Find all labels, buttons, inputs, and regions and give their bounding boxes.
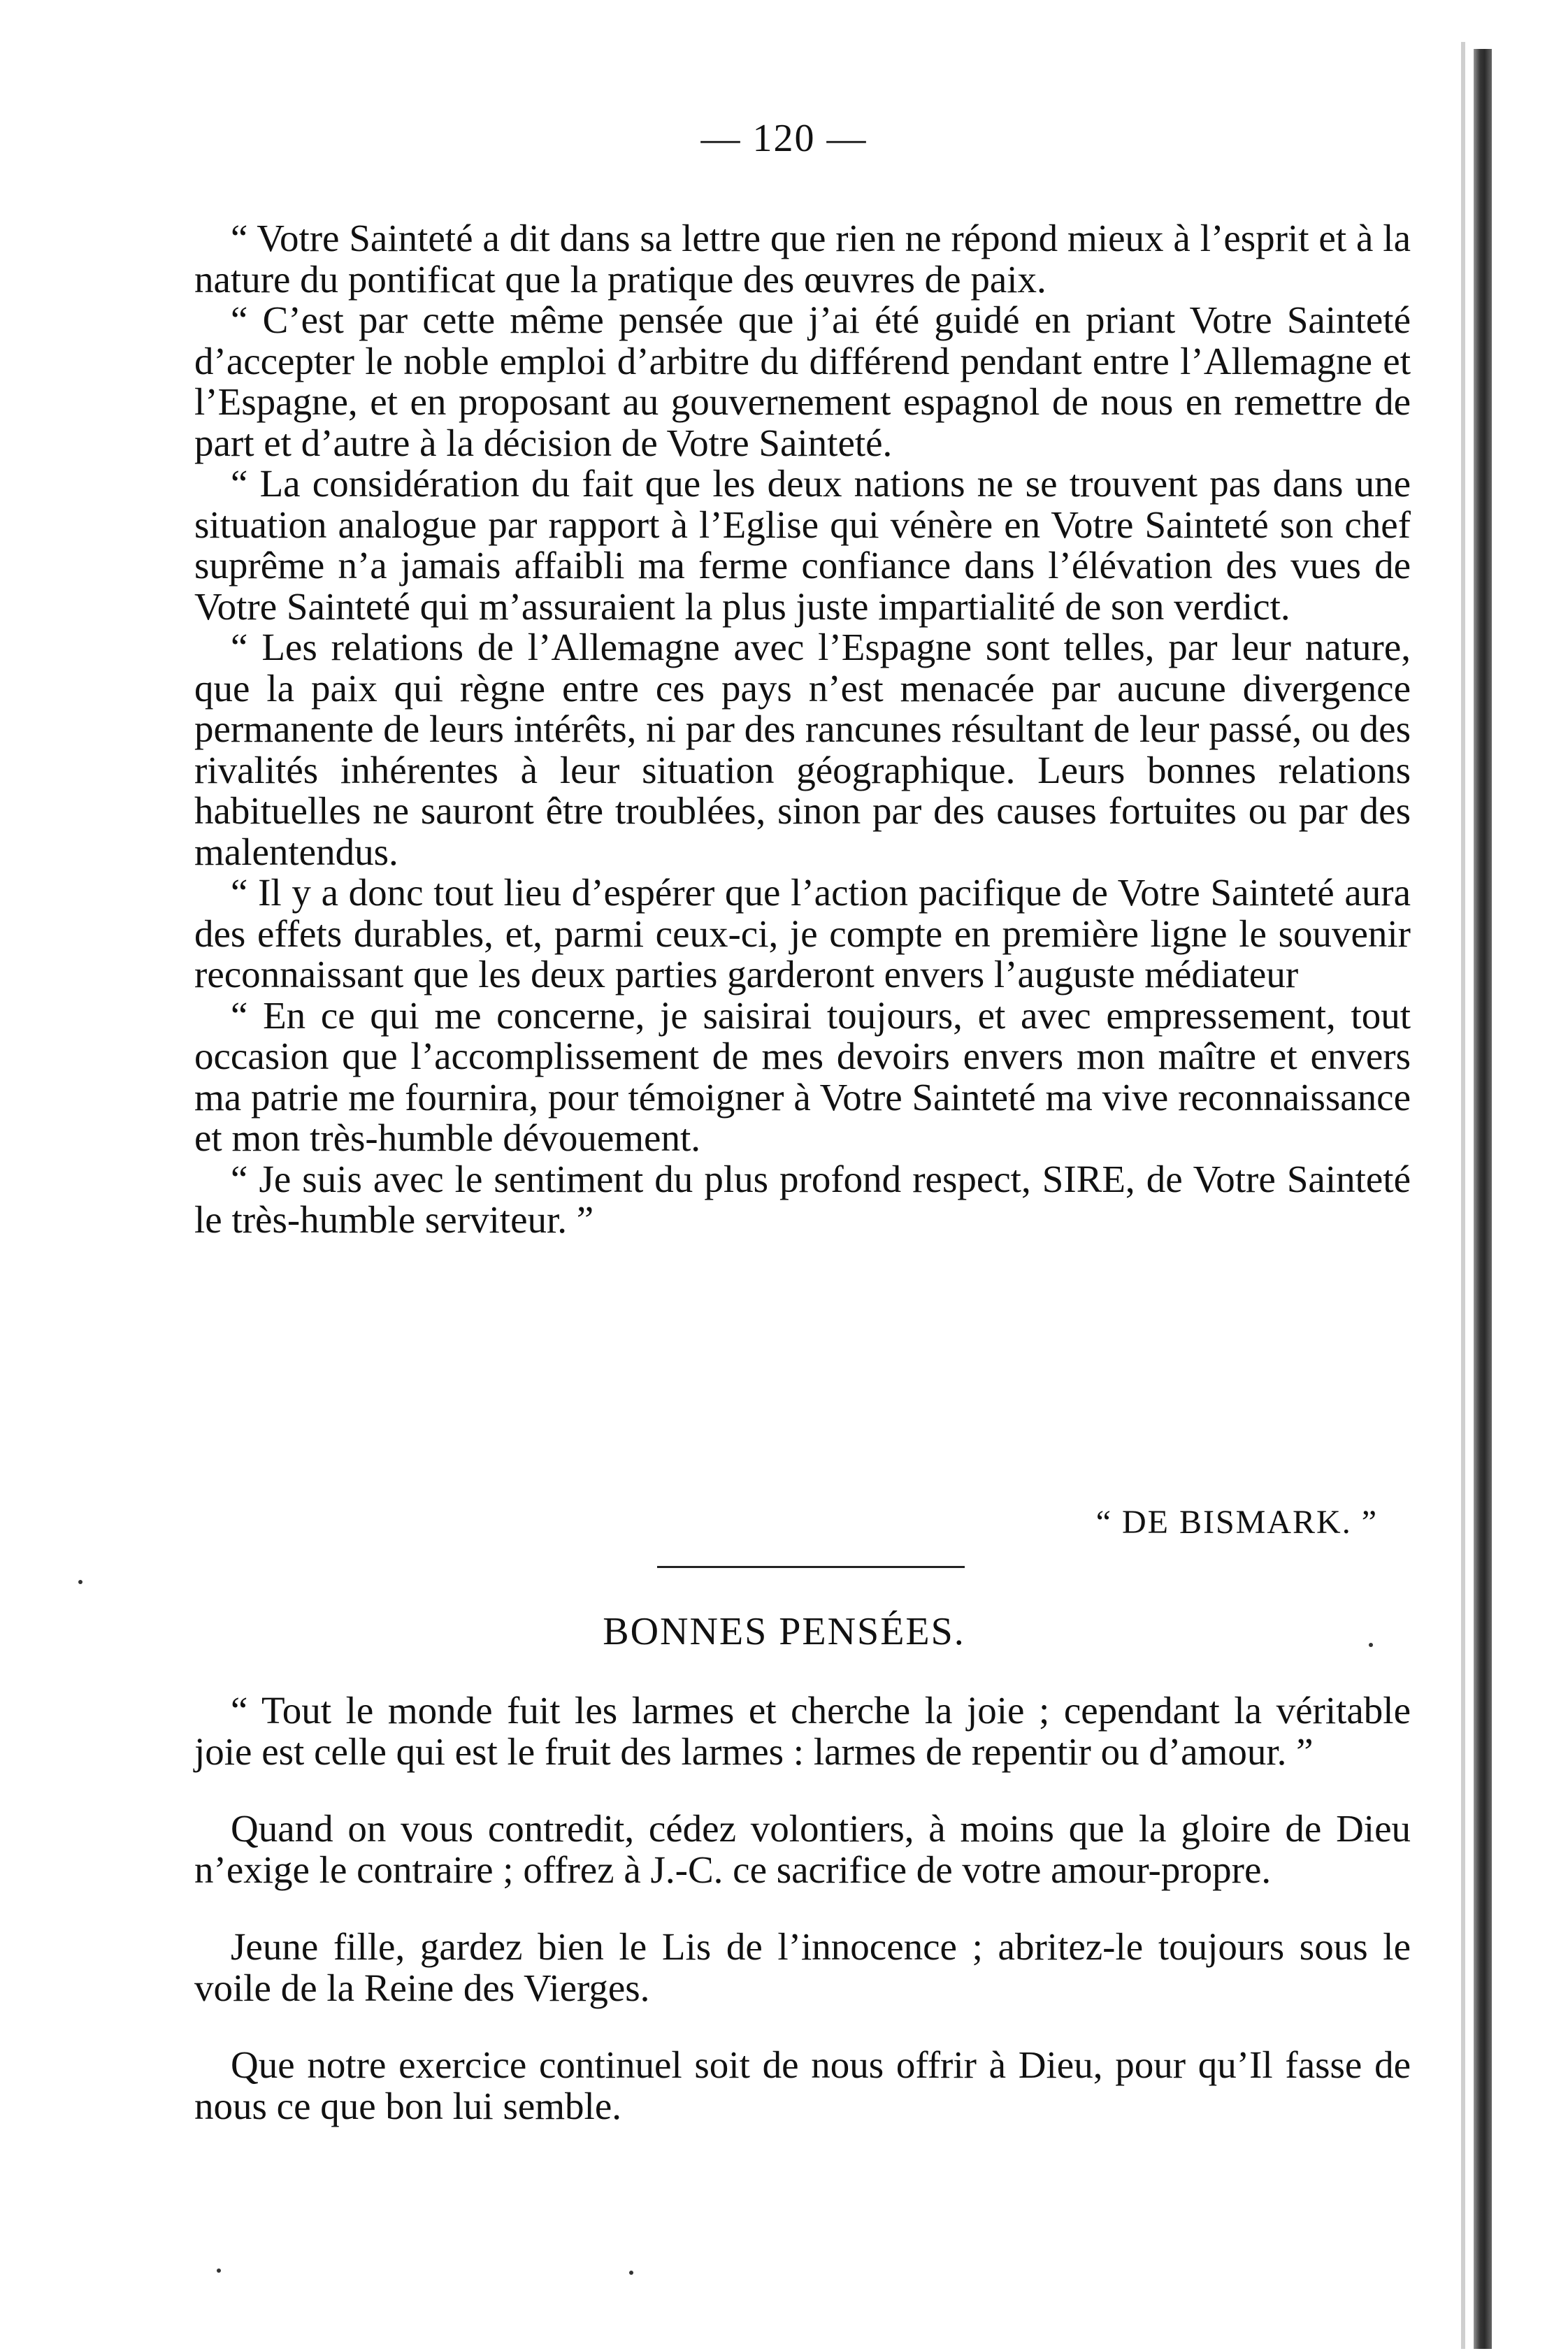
letter-paragraph: “ Je suis avec le sentiment du plus profond respect, SIRE, de Votre Sainteté le très-humble serviteur. ” — [194, 1157, 1411, 1241]
letter-body — [194, 218, 1411, 1241]
thought-paragraph: Jeune fille, gardez bien le Lis de l’innocence ; abritez-le toujours sous le voile de la Reine des Vierges. — [194, 1925, 1411, 2009]
letter-paragraph: “ C’est par cette même pensée que j’ai été guidé en priant Votre Sainteté d’accepter le noble emploi d’arbitre du différend pendant entre l’Allemagne et l’Espagne, et en proposant au gouvernement espagnol de nous en remettre de part et d’autre à la décision de Votre Sainteté. — [194, 299, 1411, 464]
section-divider — [657, 1566, 965, 1568]
letter-paragraph: “ Il y a donc tout lieu d’espérer que l’action pacifique de Votre Sainteté aura des effets durables, et, parmi ceux-ci, je compte en première ligne le souvenir reconnaissant que les deux parties garderont envers l’auguste médiateur — [194, 871, 1411, 995]
letter-paragraph: “ Les relations de l’Allemagne avec l’Espagne sont telles, par leur nature, que la paix qui règne entre ces pays n’est menacée par aucune divergence permanente de leurs intérêts, ni par des rancunes résultant de leur passé, ou des rivalités inhérentes à leur situation géographique. Leurs bonnes relations habituelles ne sauront être troublées, sinon par des causes fortuites ou par des malentendus. — [194, 626, 1411, 873]
thought-paragraph: Que notre exercice continuel soit de nous offrir à Dieu, pour qu’Il fasse de nous ce que bon lui semble. — [194, 2043, 1411, 2127]
letter-paragraph: “ Votre Sainteté a dit dans sa lettre que rien ne répond mieux à l’esprit et à la nature du pontificat que la pratique des œuvres de paix. — [194, 217, 1411, 301]
print-speck — [1369, 1643, 1373, 1647]
letter-paragraph: “ En ce qui me concerne, je saisirai toujours, et avec empressement, tout occasion que l’accomplissement de mes devoirs envers mon maître et envers ma patrie me fournira, pour témoigner à Votre Sainteté ma vive reconnaissance et mon très-humble dévouement. — [194, 993, 1411, 1159]
page-gutter-line — [1461, 42, 1465, 2349]
letter-signature: “ DE BISMARK. ” — [1095, 1504, 1378, 1541]
print-speck — [629, 2271, 633, 2275]
thought-paragraph: “ Tout le monde fuit les larmes et cherche la joie ; cependant la véritable joie est celle qui est le fruit des larmes : larmes de repentir ou d’amour. ” — [194, 1689, 1411, 1773]
thought-paragraph: Quand on vous contredit, cédez volontiers, à moins que la gloire de Dieu n’exige le contraire ; offrez à J.-C. ce sacrifice de votre amour-propre. — [194, 1807, 1411, 1891]
scanned-page-edge — [1474, 49, 1492, 2349]
thoughts-body — [194, 1690, 1411, 2127]
print-speck — [78, 1580, 82, 1584]
print-speck — [217, 2269, 221, 2273]
section-title: BONNES PENSÉES. — [603, 1610, 965, 1653]
page-number: — 120 — — [700, 117, 868, 160]
letter-paragraph: “ La considération du fait que les deux nations ne se trouvent pas dans une situation analogue par rapport à l’Eglise qui vénère en Votre Sainteté son chef suprême n’a jamais affaibli ma ferme confiance dans l’élévation des vues de Votre Sainteté qui m’assuraient la plus juste impartialité de son verdict. — [194, 462, 1411, 628]
